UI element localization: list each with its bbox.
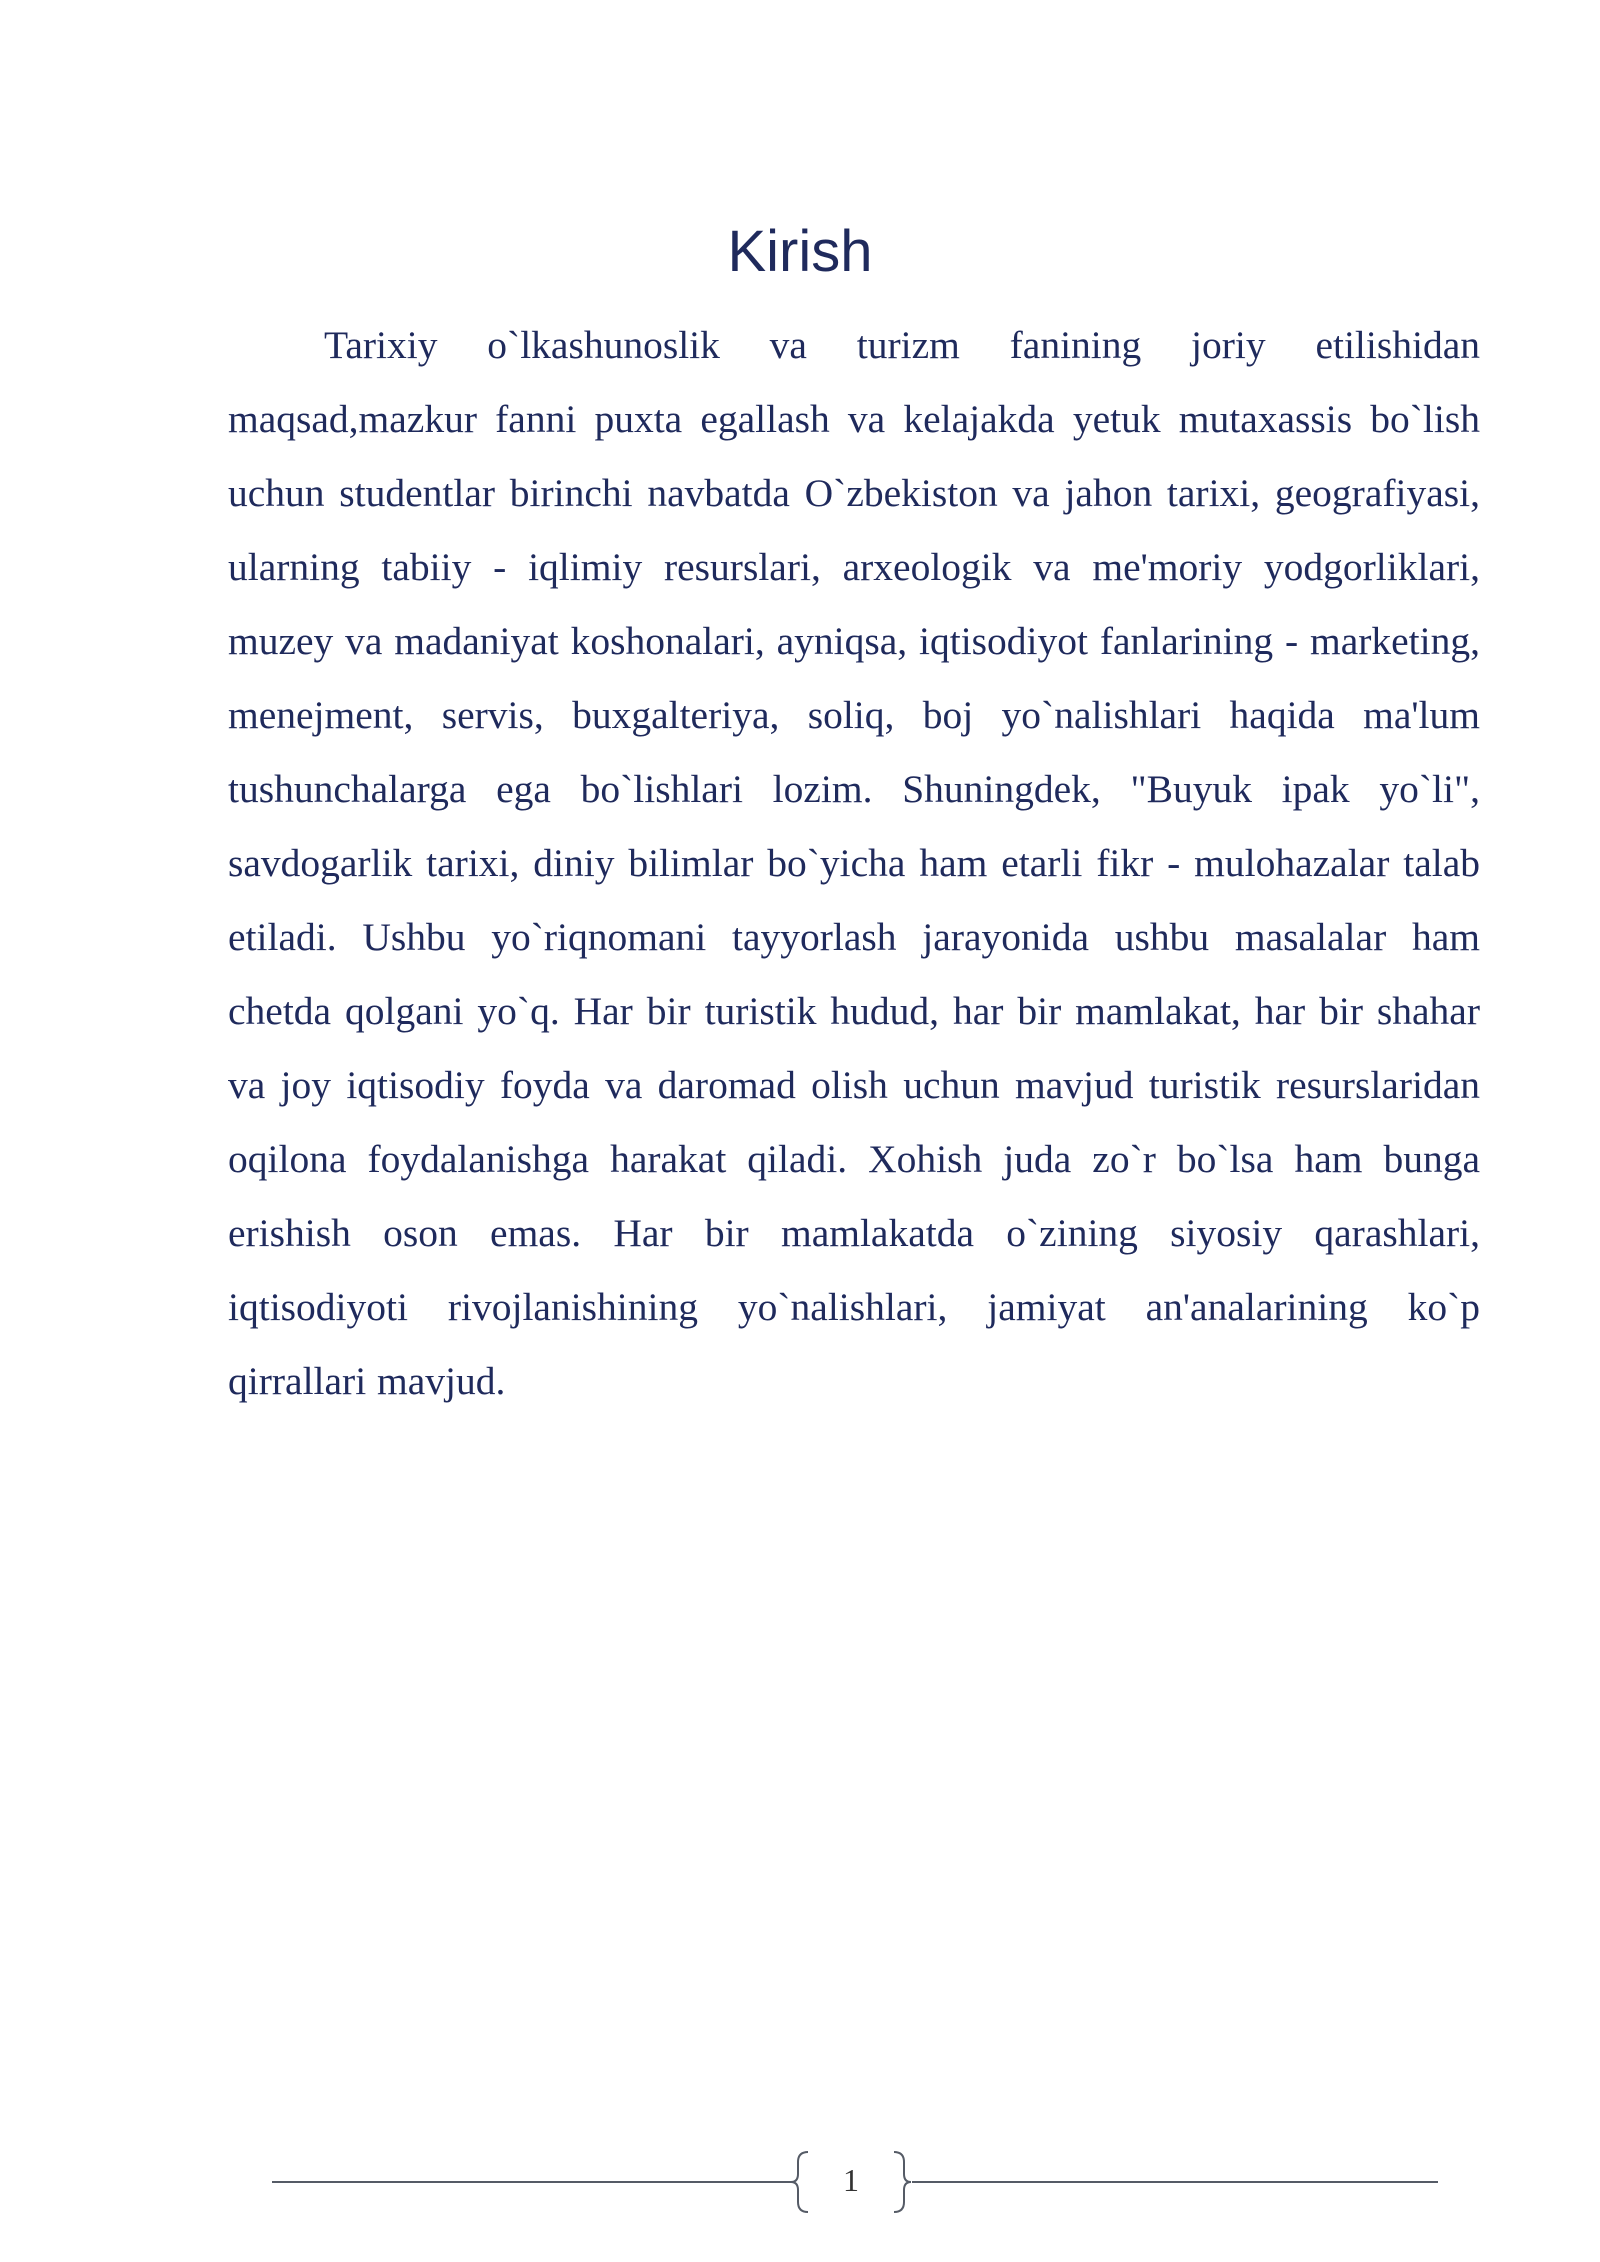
page-footer bbox=[0, 2150, 1600, 2214]
footer-rule-left bbox=[272, 2181, 792, 2183]
right-brace-icon bbox=[890, 2150, 914, 2214]
left-brace-icon bbox=[788, 2150, 812, 2214]
page-title: Kirish bbox=[727, 219, 873, 284]
page-number: 1 bbox=[843, 2162, 859, 2198]
body-paragraph: Tarixiy o`lkashunoslik va turizm fanining joriy etilishidan maqsad,mazkur fanni puxta egallash va kelajakda yetuk mutaxassis bo`lish uchun studentlar birinchi navbatda O`zbekiston va jahon tarixi, geografiyasi, ularning tabiiy - iqlimiy resurslari, arxeologik va me'moriy yodgorliklari, muzey va madaniyat koshonalari, ayniqsa, iqtisodiyot fanlarining - marketing, menejment, servis, buxgalteriya, soliq, boj yo`nalishlari haqida ma'lum tushunchalarga ega bo`lishlari lozim. Shuningdek, "Buyuk ipak yo`li", savdogarlik tarixi, diniy bilimlar bo`yicha ham etarli fikr - mulohazalar talab etiladi. Ushbu yo`riqnomani tayyorlash jarayonida ushbu masalalar ham chetda qolgani yo`q. Har bir turistik hudud, har bir mamlakat, har bir shahar va joy iqtisodiy foyda va daromad olish uchun mavjud turistik resurslaridan oqilona foydalanishga harakat qiladi. Xohish juda zo`r bo`lsa ham bunga erishish oson emas. Har bir mamlakatda o`zining siyosiy qarashlari, iqtisodiyoti rivojlanishining yo`nalishlari, jamiyat an'analarining ko`p qirrallari mavjud. bbox=[228, 323, 1480, 1403]
footer-rule-right bbox=[912, 2181, 1438, 2183]
